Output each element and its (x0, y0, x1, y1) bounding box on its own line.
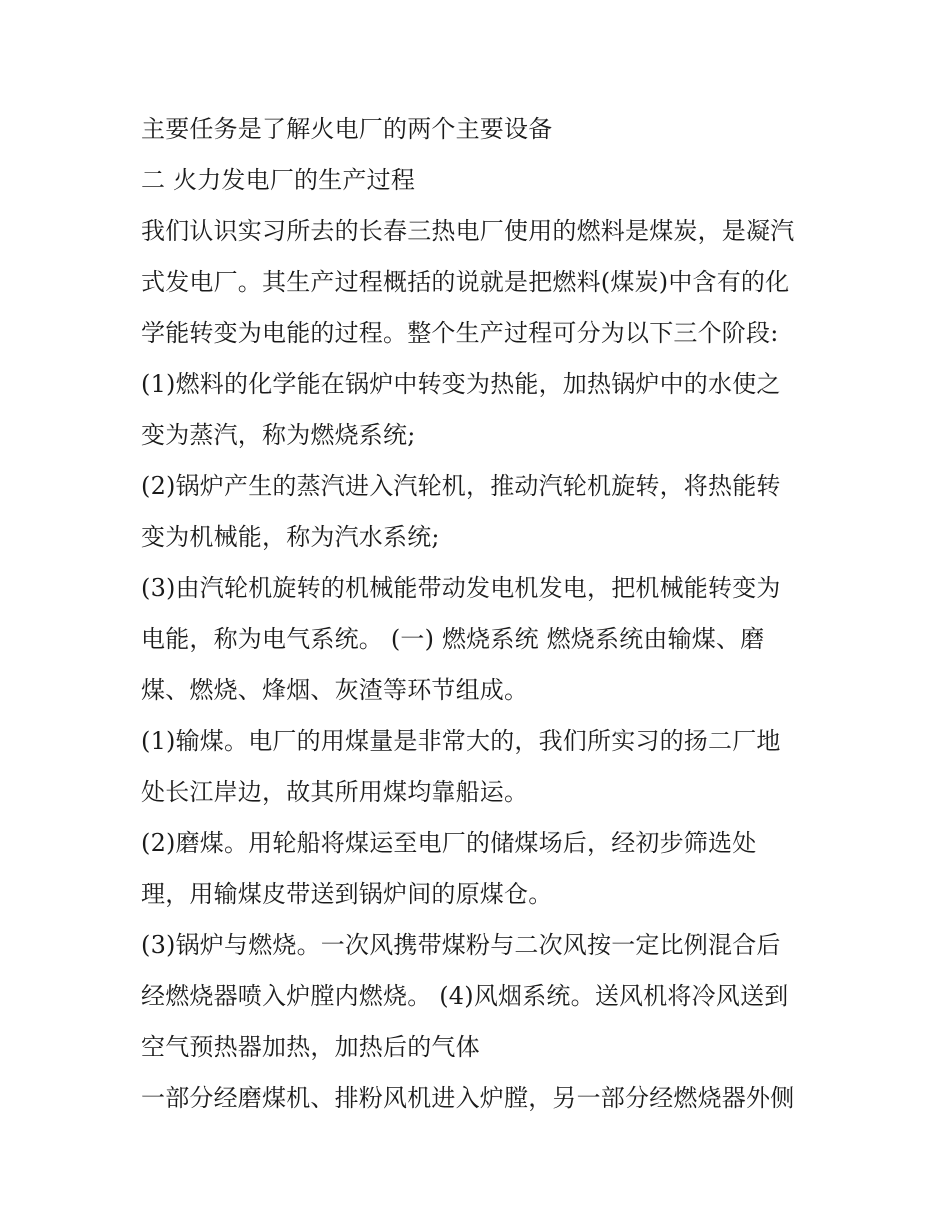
text-line: 主要任务是了解火电厂的两个主要设备 (141, 115, 553, 143)
text-line: 经燃烧器喷入炉膛内燃烧。 (4)风烟系统。送风机将冷风送到 (141, 982, 789, 1010)
text-line: 我们认识实习所去的长春三热电厂使用的燃料是煤炭，是凝汽 (141, 217, 795, 245)
text-line: 煤、燃烧、烽烟、灰渣等环节组成。 (141, 676, 529, 704)
text-line: (3)锅炉与燃烧。一次风携带煤粉与二次风按一定比例混合后 (141, 931, 781, 959)
text-line: (1)燃料的化学能在锅炉中转变为热能，加热锅炉中的水使之 (141, 370, 781, 398)
text-line: (2)锅炉产生的蒸汽进入汽轮机，推动汽轮机旋转，将热能转 (141, 472, 781, 500)
text-line: 理，用输煤皮带送到锅炉间的原煤仓。 (141, 880, 553, 908)
section-heading: 二 火力发电厂的生产过程 (141, 166, 416, 194)
text-line: 空气预热器加热，加热后的气体 (141, 1033, 480, 1061)
text-line: 一部分经磨煤机、排粉风机进入炉膛，另一部分经燃烧器外侧 (141, 1084, 795, 1112)
text-line: 学能转变为电能的过程。整个生产过程可分为以下三个阶段: (141, 319, 779, 347)
text-line: (3)由汽轮机旋转的机械能带动发电机发电，把机械能转变为 (141, 574, 781, 602)
text-line: 变为蒸汽，称为燃烧系统; (141, 421, 416, 449)
text-line: 电能，称为电气系统。 (一) 燃烧系统 燃烧系统由输煤、磨 (141, 625, 765, 653)
body-text (141, 110, 831, 1130)
text-line: 处长江岸边，故其所用煤均靠船运。 (141, 778, 529, 806)
text-line: 式发电厂。其生产过程概括的说就是把燃料(煤炭)中含有的化 (141, 268, 790, 296)
text-line: (2)磨煤。用轮船将煤运至电厂的储煤场后，经初步筛选处 (141, 829, 757, 857)
text-line: (1)输煤。电厂的用煤量是非常大的，我们所实习的扬二厂地 (141, 727, 781, 755)
text-line: 变为机械能，称为汽水系统; (141, 523, 440, 551)
